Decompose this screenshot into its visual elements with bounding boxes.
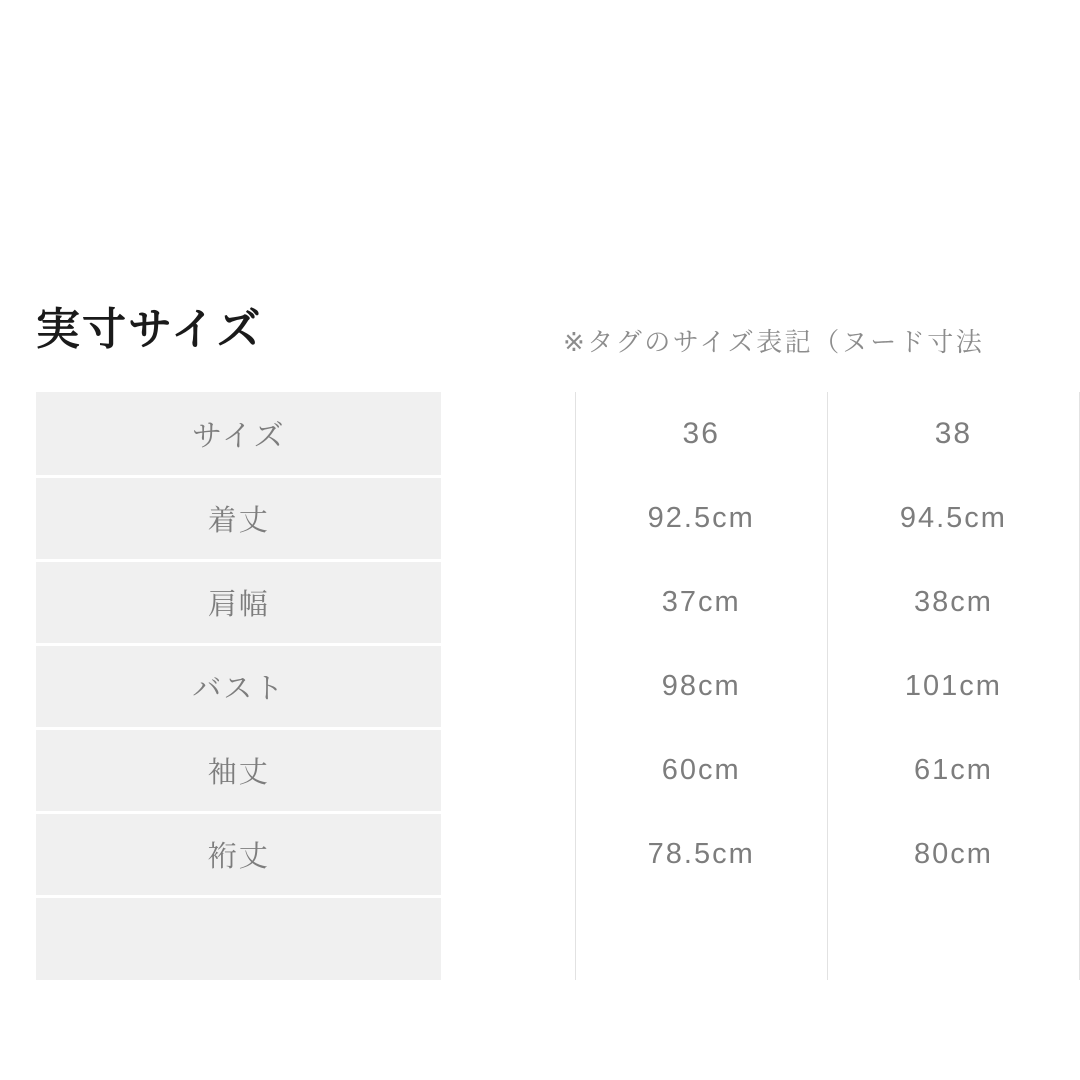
row-label: サイズ <box>36 392 441 476</box>
table-cell <box>575 896 827 980</box>
table-row <box>36 392 1080 476</box>
row-label: 裄丈 <box>36 812 441 896</box>
table-row <box>36 812 1080 896</box>
table-row <box>36 896 1080 980</box>
row-label: 袖丈 <box>36 728 441 812</box>
table-spacer <box>441 644 575 728</box>
table-spacer <box>441 812 575 896</box>
table-spacer <box>441 896 575 980</box>
table-cell: 80cm <box>827 812 1079 896</box>
table-spacer <box>441 560 575 644</box>
table-cell: 38cm <box>827 560 1079 644</box>
row-label: バスト <box>36 644 441 728</box>
table-spacer <box>441 476 575 560</box>
table-row <box>36 476 1080 560</box>
table-row <box>36 560 1080 644</box>
table-cell: 38 <box>827 392 1079 476</box>
row-label <box>36 896 441 980</box>
table-cell: 101cm <box>827 644 1079 728</box>
table-cell: 78.5cm <box>575 812 827 896</box>
table-cell: 92.5cm <box>575 476 827 560</box>
table-cell: 98cm <box>575 644 827 728</box>
size-note: ※タグのサイズ表記（ヌード寸法 <box>563 327 985 357</box>
row-label: 着丈 <box>36 476 441 560</box>
table-cell: 37cm <box>575 560 827 644</box>
table-cell: 36 <box>575 392 827 476</box>
row-label: 肩幅 <box>36 560 441 644</box>
page-title: 実寸サイズ <box>36 305 263 354</box>
table-cell: 60cm <box>575 728 827 812</box>
table-cell <box>827 896 1079 980</box>
heading-row <box>0 300 1080 380</box>
table-cell: 94.5cm <box>827 476 1079 560</box>
table-spacer <box>441 728 575 812</box>
size-table <box>36 392 1080 980</box>
table-row <box>36 644 1080 728</box>
table-cell: 61cm <box>827 728 1079 812</box>
table-row <box>36 728 1080 812</box>
table-spacer <box>441 392 575 476</box>
